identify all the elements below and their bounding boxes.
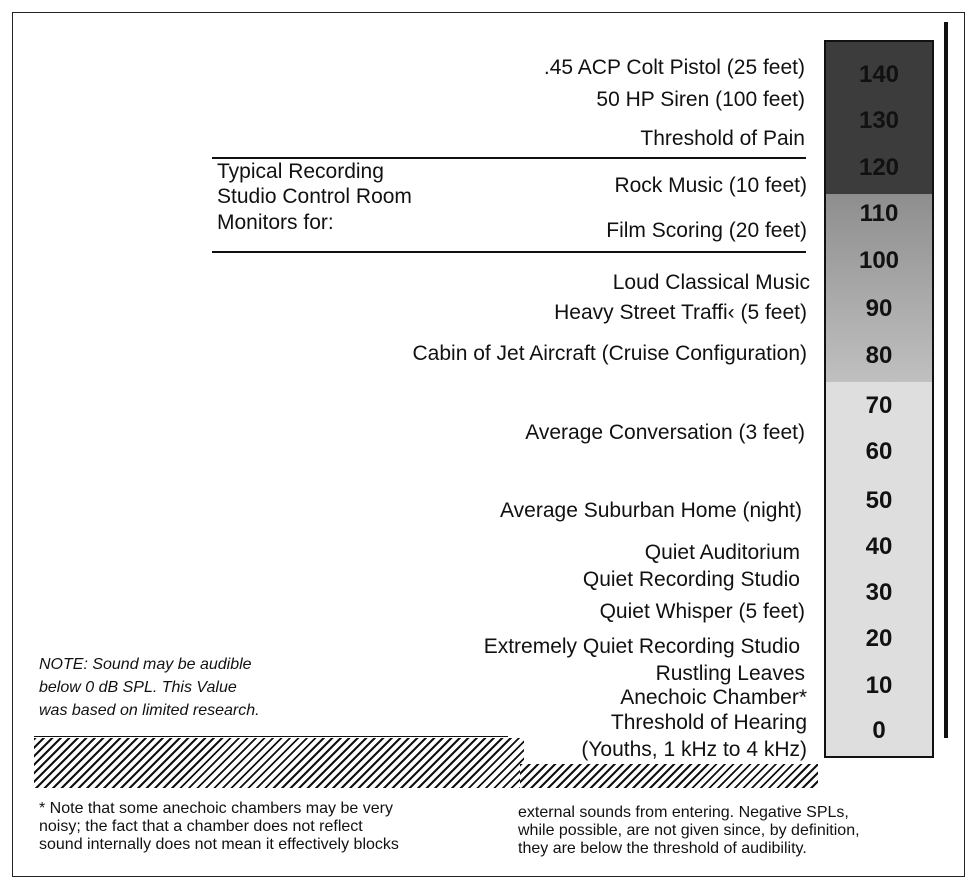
hatch-top-rule <box>34 736 508 737</box>
tick-30: 30 <box>865 579 893 606</box>
label-conversation: Average Conversation (3 feet) <box>525 421 805 444</box>
label-quiet-studio: Quiet Recording Studio <box>582 568 800 591</box>
footnote-right-1: external sounds from entering. Negative SPLs, <box>518 804 849 821</box>
footnote-right-2: while possible, are not given since, by definition, <box>518 822 860 839</box>
tick-70: 70 <box>865 392 893 419</box>
studio-bottom-rule <box>212 251 806 253</box>
tick-90: 90 <box>865 295 893 322</box>
label-leaves: Rustling Leaves <box>655 662 805 685</box>
label-youths: (Youths, 1 kHz to 4 kHz) <box>581 738 807 761</box>
label-whisper: Quiet Whisper (5 feet) <box>599 600 805 623</box>
tick-110: 110 <box>859 200 899 227</box>
footnote-right-3: they are below the threshold of audibility. <box>518 840 807 857</box>
label-siren: 50 HP Siren (100 feet) <box>596 88 805 111</box>
tick-40: 40 <box>865 533 893 560</box>
tick-120: 120 <box>858 154 900 181</box>
studio-top-rule <box>212 157 806 159</box>
label-pistol: .45 ACP Colt Pistol (25 feet) <box>543 56 805 79</box>
tick-60: 60 <box>865 438 893 465</box>
note-line3: was based on limited research. <box>39 702 260 719</box>
label-suburban: Average Suburban Home (night) <box>500 499 802 522</box>
tick-130: 130 <box>858 107 900 134</box>
hatch-bottom <box>520 764 818 788</box>
label-film: Film Scoring (20 feet) <box>606 219 807 242</box>
tick-80: 80 <box>865 342 893 369</box>
tick-100: 100 <box>858 247 900 274</box>
tick-10: 10 <box>865 672 893 699</box>
tick-20: 20 <box>865 625 893 652</box>
spl-scale <box>824 40 934 758</box>
note-line1: NOTE: Sound may be audible <box>39 656 252 673</box>
label-extreme-studio: Extremely Quiet Recording Studio <box>483 635 800 658</box>
label-pain: Threshold of Pain <box>640 127 805 150</box>
footnote-left-1: * Note that some anechoic chambers may be very <box>39 800 393 817</box>
note-line2: below 0 dB SPL. This Value <box>39 679 237 696</box>
studio-label-line3: Monitors for: <box>217 211 334 234</box>
label-traffic: Heavy Street Traffi‹ (5 feet) <box>554 301 807 324</box>
tick-140: 140 <box>858 61 900 88</box>
label-hearing: Threshold of Hearing <box>610 711 807 734</box>
label-anechoic: Anechoic Chamber* <box>620 686 807 709</box>
tick-0: 0 <box>872 717 886 744</box>
footnote-left-2: noisy; the fact that a chamber does not reflect <box>39 818 363 835</box>
studio-label-line2: Studio Control Room <box>217 185 412 208</box>
label-auditorium: Quiet Auditorium <box>644 541 800 564</box>
footnote-left-3: sound internally does not mean it effectively blocks <box>39 836 399 853</box>
hatch-left <box>34 738 524 788</box>
studio-label-line1: Typical Recording <box>217 160 384 183</box>
label-jet: Cabin of Jet Aircraft (Cruise Configuration) <box>412 342 807 365</box>
right-rule <box>944 22 948 738</box>
tick-50: 50 <box>865 487 893 514</box>
label-classical: Loud Classical Music <box>612 271 810 294</box>
label-rock: Rock Music (10 feet) <box>614 174 807 197</box>
